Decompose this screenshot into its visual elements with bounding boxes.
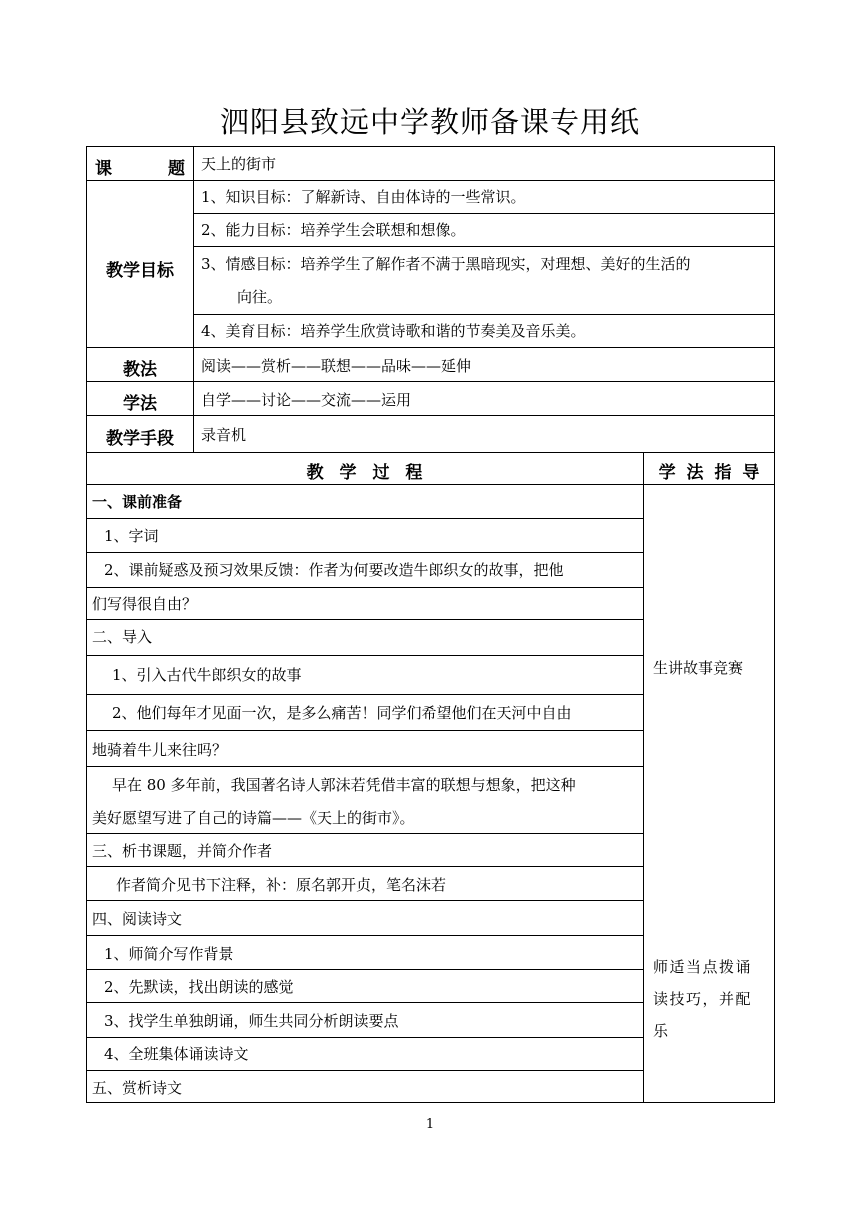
process-row: 二、导入 [92,628,153,646]
process-row: 2、他们每年才见面一次，是多么痛苦！同学们希望他们在天河中自由 [112,704,572,722]
process-row: 3、找学生单独朗诵，师生共同分析朗读要点 [104,1012,399,1030]
process-row: 四、阅读诗文 [92,910,183,928]
study-label: 学法 [123,394,157,414]
process-row: 们写得很自由？ [92,595,198,613]
process-row: 1、字词 [104,527,159,545]
means-label: 教学手段 [106,429,174,449]
process-row: 一、课前准备 [92,493,183,511]
guide-note: 师适当点拨诵 [653,958,753,976]
process-row: 2、课前疑惑及预习效果反馈：作者为何要改造牛郎织女的故事，把他 [104,561,564,579]
process-row: 三、析书课题，并简介作者 [92,842,273,860]
guide-header: 学 法 指 导 [658,463,760,483]
process-row: 早在 80 多年前，我国著名诗人郭沫若凭借丰富的联想与想象，把这种 [112,776,576,794]
method-value: 阅读——赏析——联想——品味——延伸 [201,357,472,375]
page-number: 1 [425,1117,435,1132]
process-row: 美好愿望写进了自己的诗篇——《天上的街市》。 [92,809,415,827]
objective-2: 2、能力目标：培养学生会联想和想像。 [201,221,466,239]
objective-4: 4、美育目标：培养学生欣赏诗歌和谐的节奏美及音乐美。 [201,322,586,340]
process-row: 作者简介见书下注释，补：原名郭开贞，笔名沫若 [116,876,447,894]
objective-3: 3、情感目标：培养学生了解作者不满于黑暗现实，对理想、美好的生活的 [201,255,691,273]
process-row: 1、引入古代牛郎织女的故事 [112,666,302,684]
process-row: 地骑着牛儿来往吗？ [92,741,228,759]
topic-label: 课 题 [95,159,185,179]
objective-3-cont: 向往。 [237,288,283,306]
process-row: 4、全班集体诵读诗文 [104,1045,249,1063]
process-row: 1、师简介写作背景 [104,945,234,963]
study-value: 自学——讨论——交流——运用 [201,391,412,409]
process-row: 五、赏析诗文 [92,1079,183,1097]
process-row: 2、先默读，找出朗读的感觉 [104,978,294,996]
objective-1: 1、知识目标：了解新诗、自由体诗的一些常识。 [201,188,526,206]
means-value: 录音机 [201,426,247,444]
process-header: 教 学 过 程 [306,463,423,483]
document-title: 泗阳县致远中学教师备课专用纸 [219,105,640,139]
method-label: 教法 [123,360,157,380]
guide-note: 读技巧，并配 [653,990,753,1008]
guide-note: 生讲故事竞赛 [653,659,744,677]
objectives-label: 教学目标 [106,261,174,281]
topic-value: 天上的街市 [201,155,277,173]
guide-note: 乐 [653,1022,669,1040]
